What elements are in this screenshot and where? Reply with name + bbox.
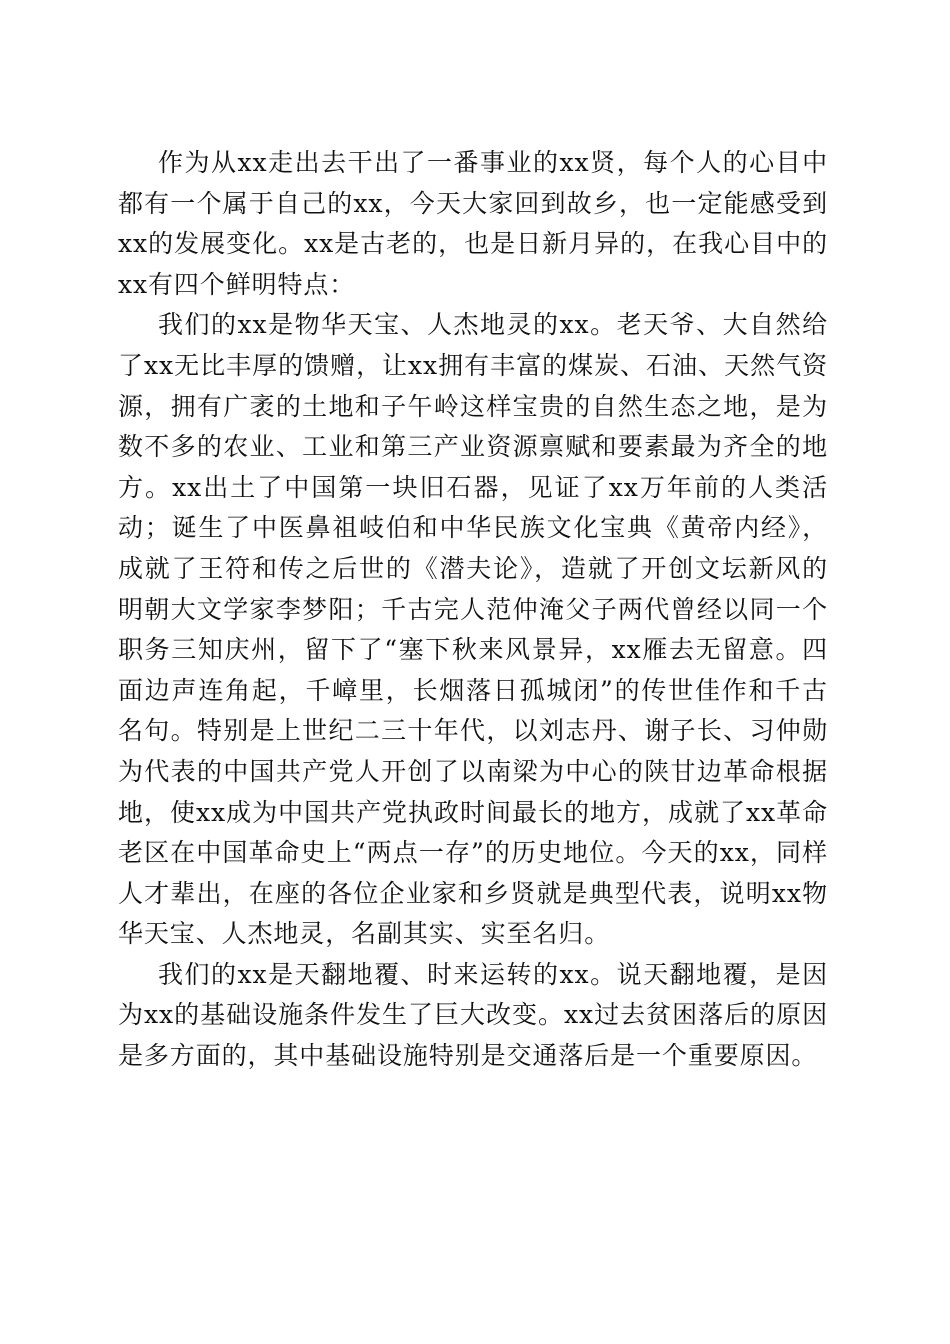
document-body	[118, 143, 828, 1077]
paragraph-feature-2: 我们的xx是天翻地覆、时来运转的xx。说天翻地覆，是因为xx的基础设施条件发生了巨大改变。xx过去贫困落后的原因是多方面的，其中基础设施特别是交通落后是一个重要原因。	[118, 959, 828, 1071]
paragraph-feature-1: 我们的xx是物华天宝、人杰地灵的xx。老天爷、大自然给了xx无比丰厚的馈赠，让xx拥有丰富的煤炭、石油、天然气资源，拥有广袤的土地和子午岭这样宝贵的自然生态之地，是为数不多的农业、工业和第三产业资源禀赋和要素最为齐全的地方。xx出土了中国第一块旧石器，见证了xx万年前的人类活动；诞生了中医鼻祖岐伯和中华民族文化宝典《黄帝内经》，成就了王符和传之后世的《潜夫论》，造就了开创文坛新风的明朝大文学家李梦阳；千古完人范仲淹父子两代曾经以同一个职务三知庆州，留下了“塞下秋来风景异，xx雁去无留意。四面边声连角起，千嶂里，长烟落日孤城闭”的传世佳作和千古名句。特别是上世纪二三十年代，以刘志丹、谢子长、习仲勋为代表的中国共产党人开创了以南梁为中心的陕甘边革命根据地，使xx成为中国共产党执政时间最长的地方，成就了xx革命老区在中国革命史上“两点一存”的历史地位。今天的xx，同样人才辈出，在座的各位企业家和乡贤就是典型代表，说明xx物华天宝、人杰地灵，名副其实、实至名归。	[118, 310, 828, 949]
paragraph-intro: 作为从xx走出去干出了一番事业的xx贤，每个人的心目中都有一个属于自己的xx，今天大家回到故乡，也一定能感受到xx的发展变化。xx是古老的，也是日新月异的，在我心目中的xx有四个鲜明特点：	[118, 148, 828, 299]
